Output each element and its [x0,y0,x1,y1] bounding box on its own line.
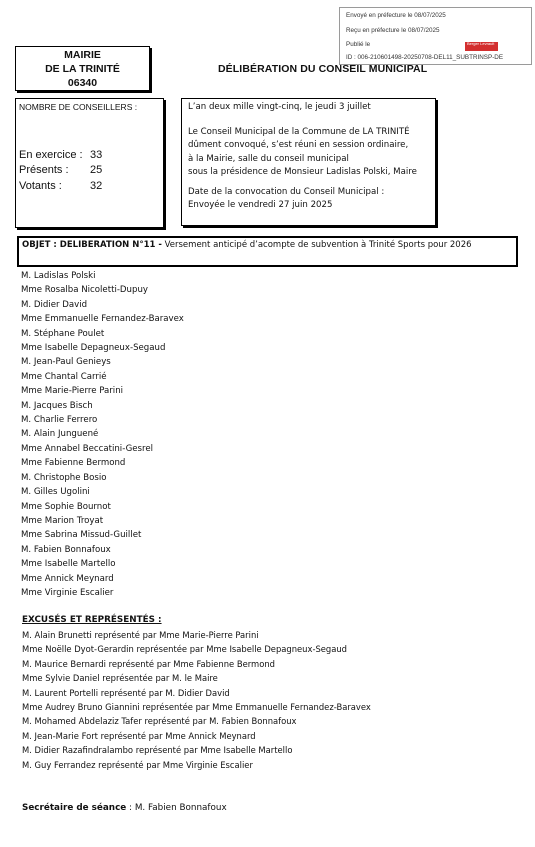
list-item: Mme Isabelle Depagneux-Segaud [21,343,166,354]
list-item: Mme Marion Troyat [21,515,104,526]
conseillers-heading: NOMBRE DE CONSEILLERS : [19,102,138,112]
berger-levrault-logo: Berger Levrault [465,42,498,51]
list-item: Mme Sylvie Daniel représentée par M. le Maire [22,673,218,684]
stamp-recu: Reçu en préfecture le 08/07/2025 [346,27,440,34]
secretaire-label: Secrétaire de séance [22,803,127,813]
list-item: Mme Rosalba Nicoletti-Dupuy [21,285,148,296]
stamp-envoye: Envoyé en préfecture le 08/07/2025 [346,12,446,19]
list-item: M. Charlie Ferrero [21,415,98,426]
exercice-label: En exercice : [19,149,83,161]
presents-value: 25 [90,164,103,176]
list-item: Mme Sabrina Missud-Guillet [21,530,142,541]
conseillers-box [15,98,164,228]
session-date: L’an deux mille vingt-cinq, le jeudi 3 juillet [188,102,371,112]
exercice-value: 33 [90,149,103,161]
session-text-1: Le Conseil Municipal de la Commune de LA TRINITÉ [188,126,410,137]
list-item: M. Ladislas Polski [21,271,96,281]
list-item: M. Mohamed Abdelaziz Tafer représenté par M. Fabien Bonnafoux [22,716,297,727]
list-item: M. Stéphane Poulet [21,328,105,339]
stamp-id: ID : 006-210601498-20250708-DEL11_SUBTRINSP-DE [346,54,504,61]
list-item: Mme Marie-Pierre Parini [21,386,124,397]
mairie-line1: MAIRIE [64,49,101,61]
list-item: M. Jacques Bisch [21,400,93,411]
mairie-line2: DE LA TRINITÉ [45,63,120,75]
secretaire-line [22,803,227,813]
list-item: Mme Annabel Beccatini-Gesrel [21,443,154,454]
list-item: M. Jean-Paul Genieys [21,357,111,368]
list-item: M. Maurice Bernardi représenté par Mme Fabienne Bermond [22,658,275,669]
objet-label: OBJET : DELIBERATION N°11 - [22,240,162,250]
objet-box [17,236,518,267]
session-text-4: sous la présidence de Monsieur Ladislas Polski, Maire [188,167,417,177]
presents-label: Présents : [19,164,69,176]
objet-text: Versement anticipé d’acompte de subvention à Trinité Sports pour 2026 [161,240,472,250]
convocation-label: Date de la convocation du Conseil Municipal : [188,186,385,197]
list-item: M. Guy Ferrandez représenté par Mme Virginie Escalier [22,759,253,770]
list-item: Mme Annick Meynard [21,573,114,584]
list-item: Mme Chantal Carrié [21,371,107,382]
list-item: Mme Noëlle Dyot-Gerardin représentée par Mme Isabelle Depagneux-Segaud [22,644,348,655]
list-item: Mme Emmanuelle Fernandez-Baravex [21,314,184,325]
list-item: Mme Audrey Bruno Giannini représentée par Mme Emmanuelle Fernandez-Baravex [22,702,371,713]
list-item: M. Alain Brunetti représenté par Mme Marie-Pierre Parini [22,630,259,640]
votants-label: Votants : [19,180,62,192]
prefecture-stamp [339,7,532,65]
list-item: M. Didier David [21,299,88,310]
presents-list [21,269,184,600]
page-title: DÉLIBÉRATION DU CONSEIL MUNICIPAL [218,63,428,75]
list-item: M. Alain Junguené [21,429,99,440]
list-item: Mme Sophie Bournot [21,501,111,512]
list-item: Mme Virginie Escalier [21,587,114,598]
list-item: M. Didier Razafindralambo représenté par Mme Isabelle Martello [22,745,293,756]
session-text-3: à la Mairie, salle du conseil municipal [188,153,349,164]
list-item: Mme Isabelle Martello [21,559,116,570]
excuses-heading: EXCUSÉS ET REPRÉSENTÉS : [22,615,162,625]
session-info-box [181,98,436,226]
votants-value: 32 [90,180,103,192]
list-item: Mme Fabienne Bermond [21,458,126,469]
convocation-date: Envoyée le vendredi 27 juin 2025 [188,200,333,210]
list-item: M. Fabien Bonnafoux [21,544,111,555]
mairie-line3: 06340 [67,77,98,89]
excuses-list [22,628,371,772]
secretaire-value: : M. Fabien Bonnafoux [126,803,227,813]
list-item: M. Gilles Ugolini [21,487,90,498]
session-text-2: dûment convoqué, s’est réuni en session ordinaire, [188,140,409,150]
stamp-publie: Publié le [346,41,371,48]
list-item: M. Laurent Portelli représenté par M. Didier David [22,687,230,698]
mairie-header-box [15,46,150,91]
list-item: M. Jean-Marie Fort représenté par Mme Annick Meynard [22,730,256,741]
list-item: M. Christophe Bosio [21,472,107,483]
